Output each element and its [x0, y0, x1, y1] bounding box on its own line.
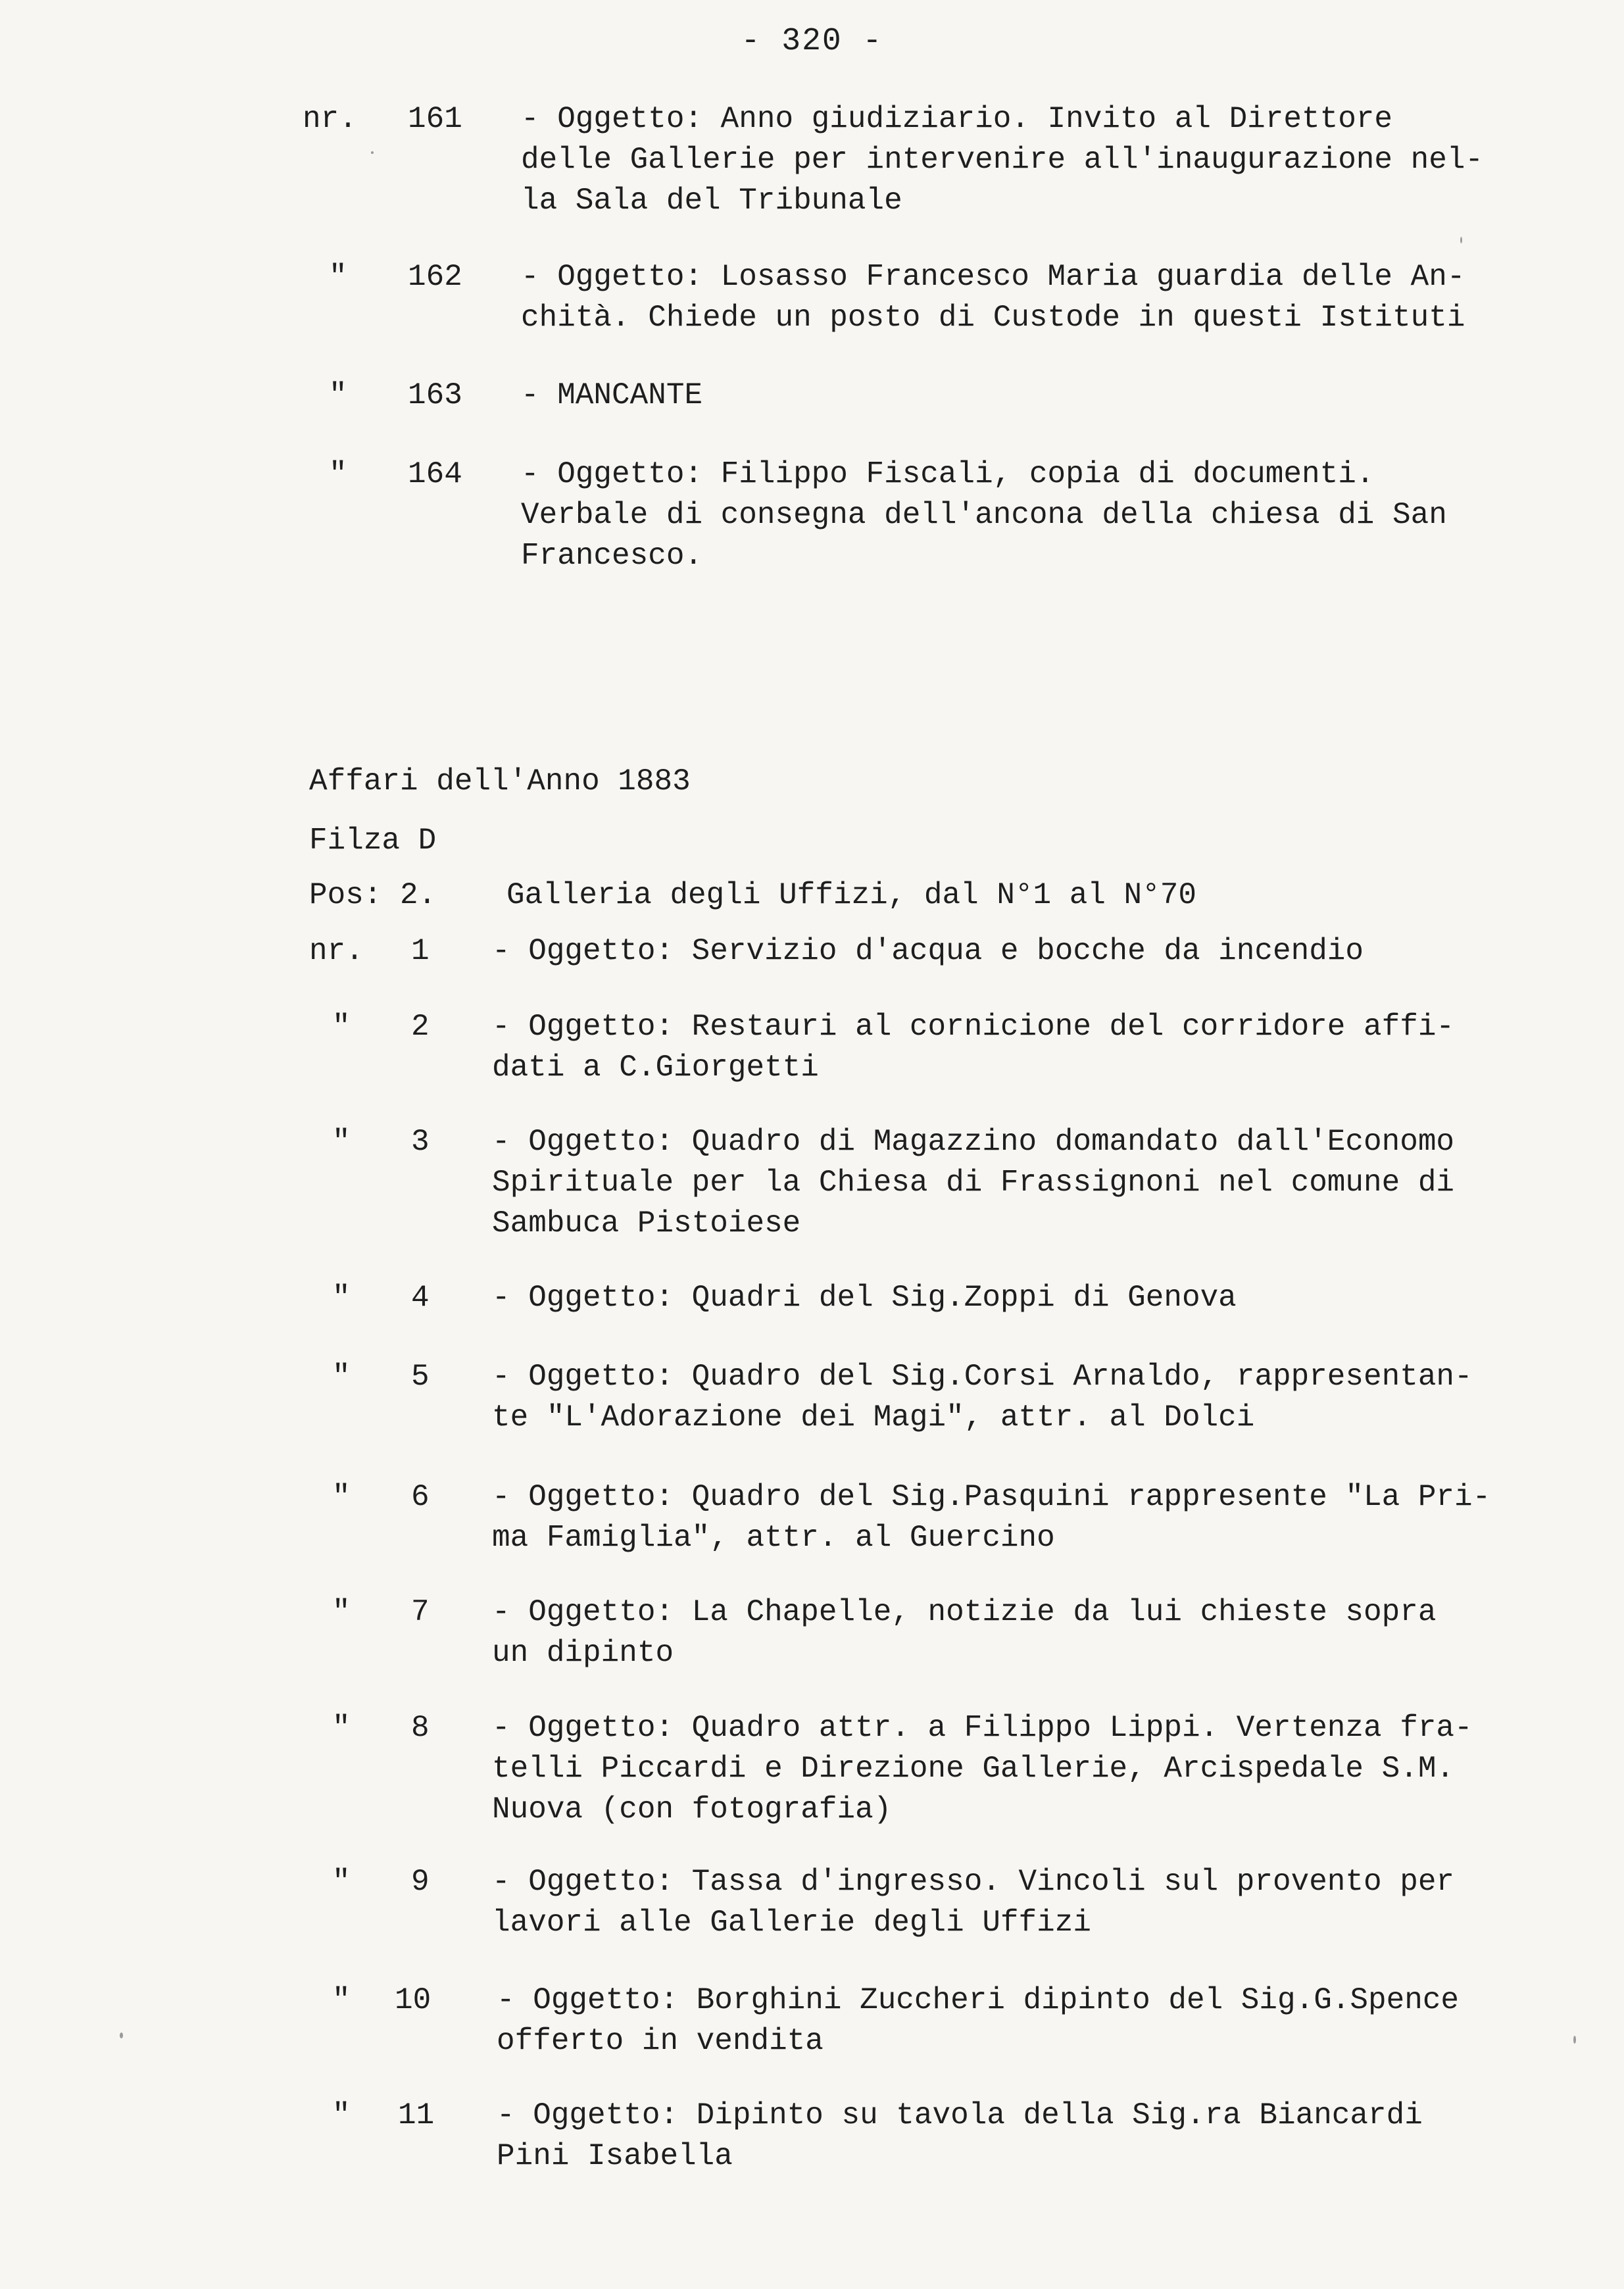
- entry-line: Pini Isabella: [497, 2139, 733, 2173]
- entry-number: 11: [398, 2098, 435, 2132]
- entry-number: 161: [408, 102, 462, 136]
- entry-text: [492, 1277, 1237, 1318]
- entry-line: delle Gallerie per intervenire all'inaugurazione nel-: [521, 143, 1484, 177]
- entry-line: - Oggetto: Quadri del Sig.Zoppi di Genova: [492, 1281, 1237, 1315]
- entry-number: 162: [408, 260, 462, 294]
- entry-text: [521, 454, 1447, 576]
- entry-prefix: nr.: [309, 934, 364, 968]
- entry-prefix: ": [332, 1010, 351, 1044]
- page-number: - 320 -: [741, 24, 883, 59]
- entry-line: - MANCANTE: [521, 378, 703, 412]
- scan-speck: [371, 151, 374, 154]
- entry-prefix: nr.: [303, 102, 357, 136]
- entry-text: [497, 2095, 1423, 2177]
- entry-line: Verbale di consegna dell'ancona della chiesa di San: [521, 498, 1447, 532]
- entry-number: 9: [411, 1865, 430, 1899]
- entry-line: - Oggetto: Dipinto su tavola della Sig.ra Biancardi: [497, 2098, 1423, 2132]
- entry-text: [492, 1592, 1436, 1673]
- entry-line: - Oggetto: Restauri al cornicione del corridore affi-: [492, 1010, 1455, 1044]
- entry-prefix: ": [332, 1125, 351, 1159]
- scan-speck: [1573, 2036, 1576, 2044]
- entry-line: - Oggetto: Quadro del Sig.Corsi Arnaldo, rappresentan-: [492, 1360, 1473, 1394]
- entry-number: 4: [411, 1281, 430, 1315]
- entry-text: [492, 1477, 1490, 1558]
- entry-line: - Oggetto: Servizio d'acqua e bocche da incendio: [492, 934, 1364, 968]
- entry-text: [521, 99, 1483, 221]
- entry-line: te "L'Adorazione dei Magi", attr. al Dolci: [492, 1400, 1255, 1435]
- entry-number: 6: [411, 1480, 430, 1514]
- entry-text: [492, 1121, 1454, 1244]
- entry-line: - Oggetto: Losasso Francesco Maria guardia delle An-: [521, 260, 1465, 294]
- entry-line: lavori alle Gallerie degli Uffizi: [492, 1906, 1091, 1940]
- entry-text: [521, 375, 702, 416]
- entry-prefix: ": [332, 1983, 351, 2017]
- entry-line: Francesco.: [521, 539, 703, 573]
- entry-number: 3: [411, 1125, 430, 1159]
- entry-line: ma Famiglia", attr. al Guercino: [492, 1521, 1055, 1555]
- entry-prefix: ": [332, 1595, 351, 1629]
- entry-line: Nuova (con fotografia): [492, 1792, 892, 1827]
- entry-prefix: ": [332, 1281, 351, 1315]
- entry-line: un dipinto: [492, 1636, 674, 1670]
- entry-line: - Oggetto: Tassa d'ingresso. Vincoli sul provento per: [492, 1865, 1455, 1899]
- entry-line: dati a C.Giorgetti: [492, 1050, 819, 1085]
- entry-text: [521, 257, 1465, 338]
- entry-number: 1: [411, 934, 430, 968]
- entry-prefix: ": [332, 1711, 351, 1745]
- entry-prefix: ": [329, 378, 347, 412]
- entry-line: Spirituale per la Chiesa di Frassignoni nel comune di: [492, 1166, 1455, 1200]
- entry-number: 163: [408, 378, 462, 412]
- entry-text: [492, 1861, 1454, 1943]
- position-description: Galleria degli Uffizi, dal N°1 al N°70: [506, 878, 1196, 912]
- scan-speck: [120, 2032, 123, 2038]
- entry-number: 164: [408, 457, 462, 491]
- scan-speck: [1460, 237, 1462, 243]
- position-label: Pos: 2.: [309, 878, 437, 912]
- entry-number: 10: [395, 1983, 431, 2017]
- entry-number: 8: [411, 1711, 430, 1745]
- entry-line: - Oggetto: La Chapelle, notizie da lui chieste sopra: [492, 1595, 1437, 1629]
- entry-number: 7: [411, 1595, 430, 1629]
- entry-text: [492, 931, 1364, 972]
- entry-line: Sambuca Pistoiese: [492, 1206, 801, 1241]
- entry-number: 2: [411, 1010, 430, 1044]
- entry-line: chità. Chiede un posto di Custode in questi Istituti: [521, 301, 1465, 335]
- entry-text: [492, 1708, 1473, 1830]
- entry-prefix: ": [329, 457, 347, 491]
- entry-line: la Sala del Tribunale: [521, 184, 902, 218]
- entry-prefix: ": [332, 1480, 351, 1514]
- entry-line: - Oggetto: Borghini Zuccheri dipinto del Sig.G.Spence: [497, 1983, 1460, 2017]
- year-heading: Affari dell'Anno 1883: [309, 764, 691, 799]
- entry-text: [497, 1980, 1459, 2061]
- entry-line: - Oggetto: Anno giudiziario. Invito al Direttore: [521, 102, 1393, 136]
- entry-prefix: ": [332, 1865, 351, 1899]
- entry-line: offerto in vendita: [497, 2024, 824, 2058]
- entry-prefix: ": [332, 2098, 351, 2132]
- entry-prefix: ": [332, 1360, 351, 1394]
- entry-line: - Oggetto: Quadro di Magazzino domandato dall'Economo: [492, 1125, 1455, 1159]
- entry-number: 5: [411, 1360, 430, 1394]
- entry-text: [492, 1356, 1473, 1438]
- entry-line: - Oggetto: Quadro attr. a Filippo Lippi. Vertenza fra-: [492, 1711, 1473, 1745]
- entry-line: - Oggetto: Filippo Fiscali, copia di documenti.: [521, 457, 1375, 491]
- entry-line: telli Piccardi e Direzione Gallerie, Arcispedale S.M.: [492, 1752, 1455, 1786]
- entry-line: - Oggetto: Quadro del Sig.Pasquini rappresente "La Pri-: [492, 1480, 1491, 1514]
- entry-prefix: ": [329, 260, 347, 294]
- filza-heading: Filza D: [309, 824, 437, 858]
- entry-text: [492, 1006, 1454, 1088]
